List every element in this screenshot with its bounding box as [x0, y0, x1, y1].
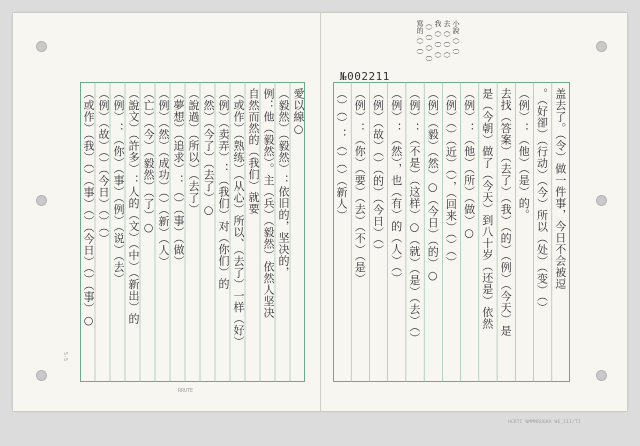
binder-hole: [596, 370, 607, 381]
margin-note-line: （）（）（）（）: [425, 20, 433, 66]
binder-hole: [36, 370, 47, 381]
margin-note-line: 我（）（）（）: [434, 20, 442, 62]
manuscript-column: 去找（答案）（去了）（我）（的）（例）（今天）是: [499, 88, 513, 337]
manuscript-column: （說文）（許多）：人的（文）（中）（新出）的: [127, 88, 140, 325]
manuscript-column: （例）（然）（成功）（）（新）（人）: [157, 88, 170, 268]
manuscript-column: （例）（卖弄）：（我们）对（你们）的: [217, 88, 230, 290]
manuscript-column: 自然而然的（我们）就要: [247, 88, 260, 215]
manuscript-column: （例）：（然），也（有）的（人）（）: [389, 88, 403, 284]
manuscript-column: （說過）（所以）（去了）: [187, 88, 200, 215]
serial-number: №002211: [340, 70, 390, 83]
manuscript-column: （然）（今了）（去了）○: [202, 88, 215, 217]
archive-stamp: HCRTC NMMMRUGKA WE_III/TI: [508, 420, 581, 425]
manuscript-column: （亡）（今）（毅然）（了）○: [142, 88, 155, 235]
manuscript-column: （例）（）（近）（），（回来）（）（）: [444, 88, 458, 268]
manuscript-column: （或作）（熟练）（从心）所以、（去了）一样（好）: [232, 88, 245, 348]
manuscript-column: （毅然）（毅然）：依旧的，坚决的，: [277, 88, 290, 278]
manuscript-column: （例）（毅）（然）○（今日）（的）○: [426, 88, 440, 283]
left-manuscript-page: [80, 82, 305, 382]
binder-hole: [596, 41, 607, 52]
manuscript-column: （或作）（我）（）（事）（）（今日）（）（事）○: [82, 88, 95, 328]
page-fold: [320, 13, 321, 411]
margin-note-line: 去（）（）（）: [443, 20, 451, 62]
manuscript-column: 是（今朝）做了（今天）到八十岁（还是）依然: [480, 88, 494, 330]
manuscript-column: （夢想）（追求）：（）（事）（做）: [172, 88, 185, 267]
manuscript-column: 例：他（毅然）。主（兵）（毅然）依然人坚决: [262, 88, 275, 319]
manuscript-column: （例）：（他）（所）（做）○: [462, 88, 476, 240]
manuscript-column: 盖去了。（令）做一件事，今日不会被逗: [553, 88, 567, 290]
manuscript-column: （例）（故）（）（的）（今日）（）: [371, 88, 385, 256]
manuscript-column: 。（好卻）（行动）（今）所以（处）（变）（）: [535, 88, 549, 314]
binder-hole: [36, 41, 47, 52]
manuscript-column: （例）：（你）（要）（去）（不）（是）: [353, 88, 367, 285]
manuscript-column: （例）：（你）（事）（例）（说）（去）: [112, 88, 125, 285]
margin-notes: [412, 20, 458, 75]
binder-hole: [36, 195, 47, 206]
right-manuscript-page: [333, 82, 570, 382]
margin-note-line: 寫的（）（）: [416, 20, 424, 59]
page-mark: 5-5: [62, 352, 68, 362]
footer-mark: RRUTE: [178, 388, 194, 394]
binder-hole: [596, 195, 607, 206]
manuscript-column: （例）：（他）（是）的。: [517, 88, 531, 221]
manuscript-column: 愛以線○: [292, 88, 305, 136]
margin-note-line: 小說（）（）: [452, 20, 460, 59]
manuscript-column: （例）：（不是）（这样）○（就）（是）（去）（）: [407, 88, 421, 344]
manuscript-column: （）（）：（）（）（新人）: [335, 88, 348, 221]
manuscript-column: （例）（故）（）（今日）（）（）: [97, 88, 110, 245]
